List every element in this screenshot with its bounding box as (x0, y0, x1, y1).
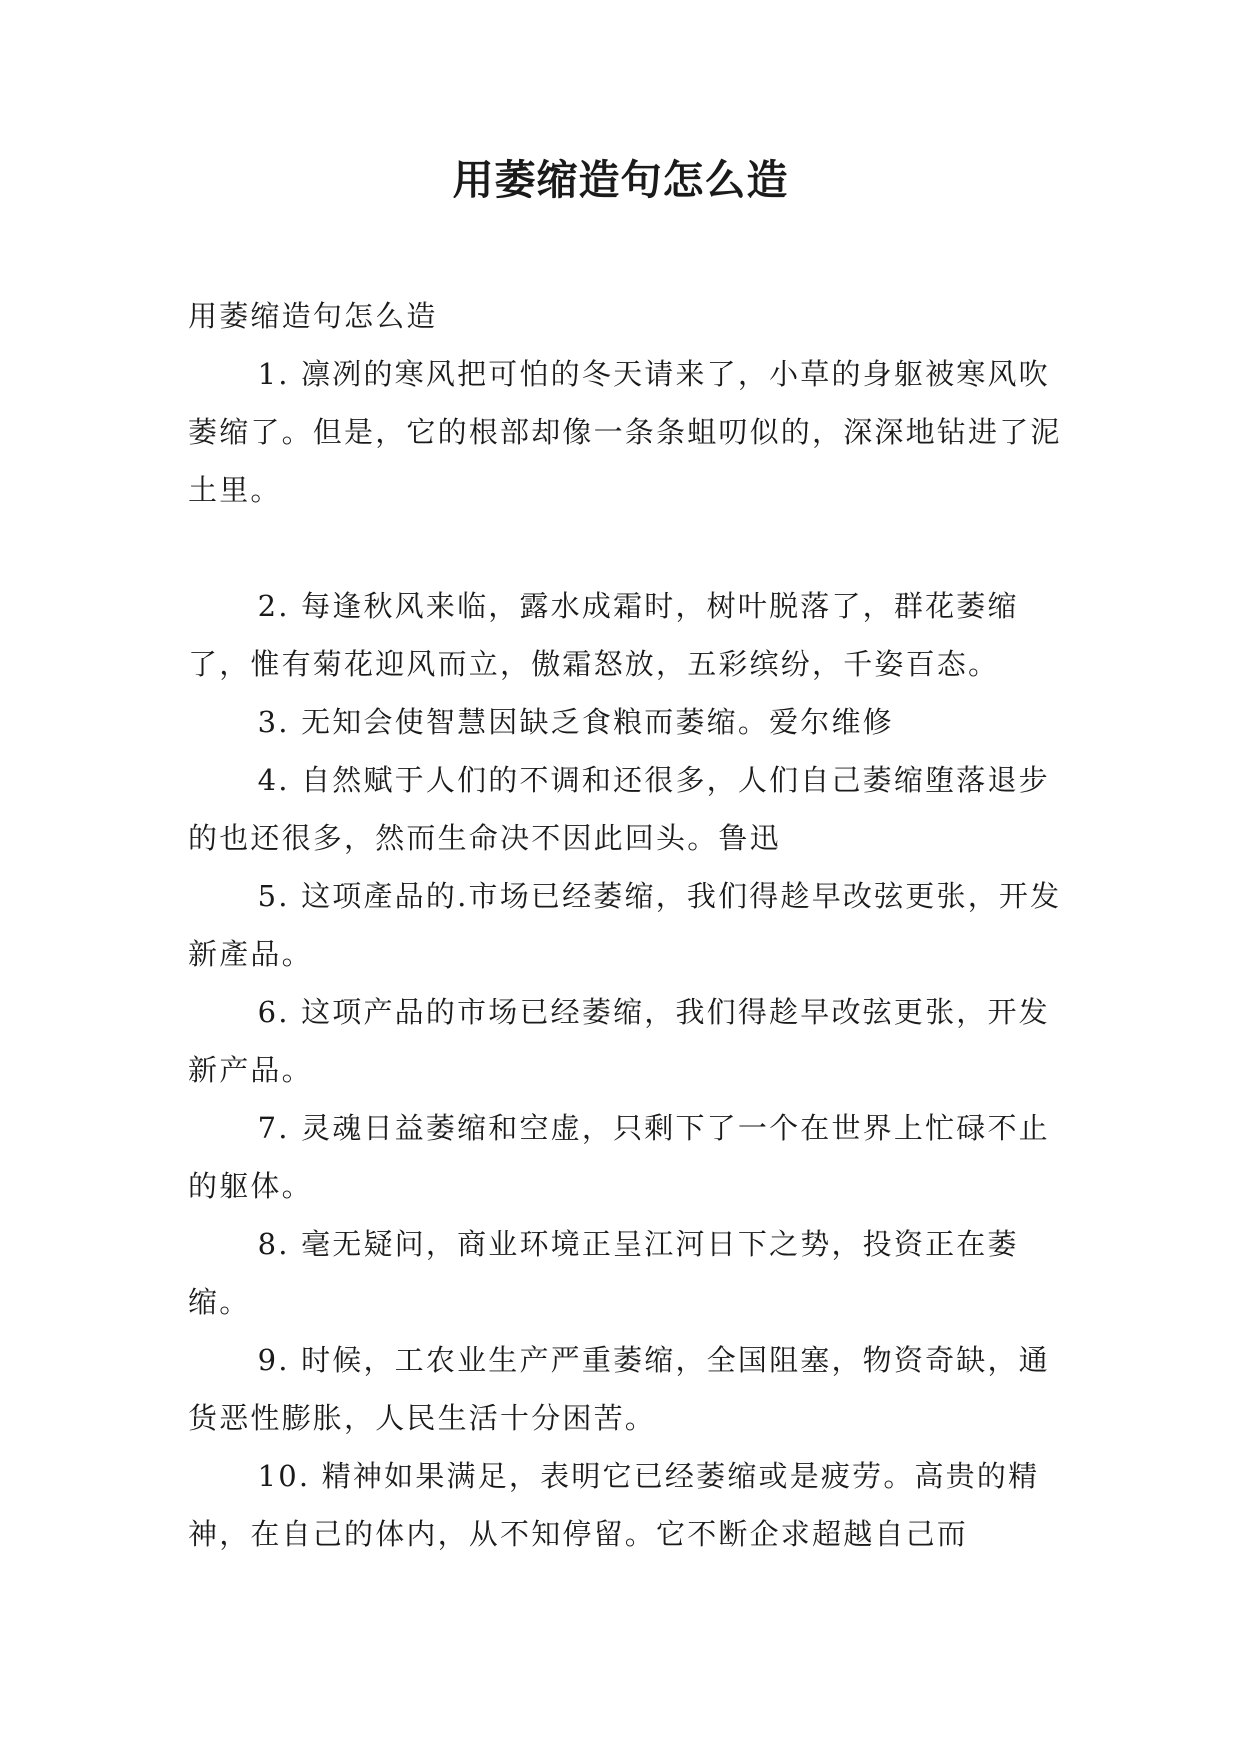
list-item: 7. 灵魂日益萎缩和空虚，只剩下了一个在世界上忙碌不止的躯体。 (188, 1111, 1050, 1203)
list-item: 5. 这项產品的.市场已经萎缩，我们得趁早改弦更张，开发新產品。 (188, 879, 1062, 971)
list-item: 4. 自然赋于人们的不调和还很多，人们自己萎缩堕落退步的也还很多，然而生命决不因此回头。鲁迅 (188, 763, 1050, 855)
list-item: 1. 凛冽的寒风把可怕的冬天请来了，小草的身躯被寒风吹萎缩了。但是，它的根部却像一条条蛆叨似的，深深地钻进了泥土里。 (188, 357, 1062, 507)
document-subtitle: 用萎缩造句怎么造 (188, 299, 438, 333)
list-item: 9. 时候，工农业生产严重萎缩，全国阻塞，物资奇缺，通货恶性膨胀，人民生活十分困苦。 (188, 1343, 1050, 1435)
list-item: 6. 这项产品的市场已经萎缩，我们得趁早改弦更张，开发新产品。 (188, 995, 1050, 1087)
list-item: 10. 精神如果满足，表明它已经萎缩或是疲劳。高贵的精神，在自己的体内，从不知停留。它不断企求超越自己而 (188, 1459, 1040, 1551)
page-title: 用萎缩造句怎么造 (452, 156, 789, 204)
document-body (188, 287, 1068, 1563)
list-item: 2. 每逢秋风来临，露水成霜时，树叶脱落了，群花萎缩了，惟有菊花迎风而立，傲霜怒放，五彩缤纷，千姿百态。 (188, 589, 1019, 681)
paragraph-gap (188, 519, 1068, 577)
list-item: 8. 毫无疑问，商业环境正呈江河日下之势，投资正在萎缩。 (188, 1227, 1019, 1319)
list-item: 3. 无知会使智慧因缺乏食粮而萎缩。爱尔维修 (257, 705, 894, 739)
